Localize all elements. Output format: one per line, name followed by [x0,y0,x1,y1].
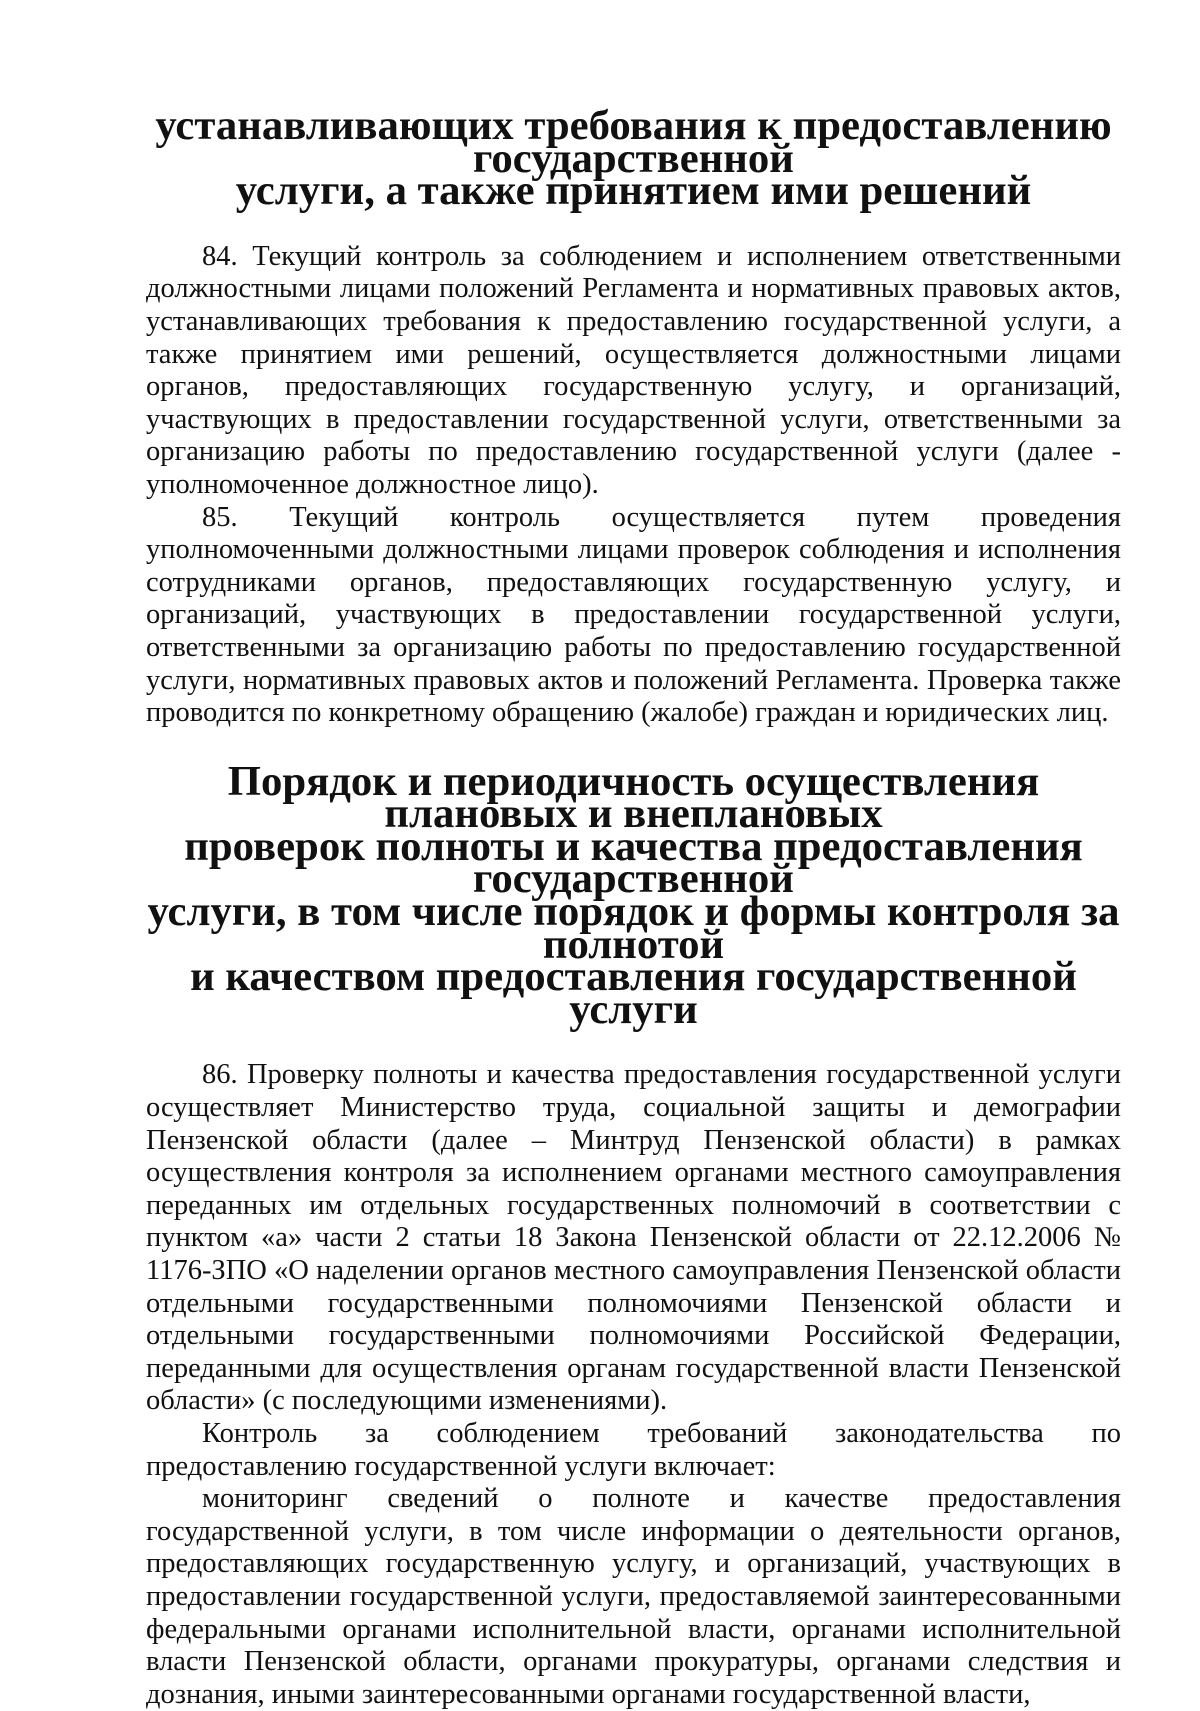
paragraph-control-intro: Контроль за соблюдением требований законодательства по предоставлению государственной услуги включает: [146,1417,1121,1482]
paragraph-86: 86. Проверку полноты и качества предоставления государственной услуги осуществляет Министерство труда, социальной защиты и демографии Пензенской области (далее – Минтруд Пензенской области) в рамках осуществления контроля за исполнением органами местного самоуправления переданных им отдельных государственных полномочий в соответствии с пунктом «а» части 2 статьи 18 Закона Пензенской области от 22.12.2006 № 1176-ЗПО «О наделении органов местного самоуправления Пензенской области отдельными государственными полномочиями Пензенской области и отдельными государственными полномочиями Российской Федерации, переданными для осуществления органам государственной власти Пензенской области» (с последующими изменениями). [146,1059,1121,1417]
paragraph-85: 85. Текущий контроль осуществляется путем проведения уполномоченными должностными лицами проверок соблюдения и исполнения сотрудниками органов, предоставляющих государственную услугу, и организаций, участвующих в предоставлении государственной услуги, ответственными за организацию работы по предоставлению государственной услуги, нормативных правовых актов и положений Регламента. Проверка также проводится по конкретному обращению (жалобе) граждан и юридических лиц. [146,501,1121,729]
paragraph-84: 84. Текущий контроль за соблюдением и исполнением ответственными должностными лицами положений Регламента и нормативных правовых актов, устанавливающих требования к предоставлению государственной услуги, а также принятием ими решений, осуществляется должностными лицами органов, предоставляющих государственную услугу, и организаций, участвующих в предоставлении государственной услуги, ответственными за организацию работы по предоставлению государственной услуги (далее - уполномоченное должностное лицо). [146,240,1121,500]
section-heading: устанавливающих требования к предоставлению государственной услуги, а также принятием ими решений [155,102,1112,215]
paragraph-monitoring: мониторинг сведений о полноте и качестве предоставления государственной услуги, в том числе информации о деятельности органов, предоставляющих государственную услугу, и организаций, участвующих в предоставлении государственной услуги, предоставляемой заинтересованными федеральными органами исполнительной власти, органами исполнительной власти Пензенской области, органами прокуратуры, органами следствия и дознания, иными заинтересованными органами государственной власти, [146,1483,1121,1710]
section-heading: Порядок и периодичность осуществления плановых и внеплановых проверок полноты и качества предоставления государственной услуги, в том числе порядок и формы контроля за полнотой и качеством предоставления государственной услуги [147,757,1120,1033]
document-page [146,102,1121,1711]
